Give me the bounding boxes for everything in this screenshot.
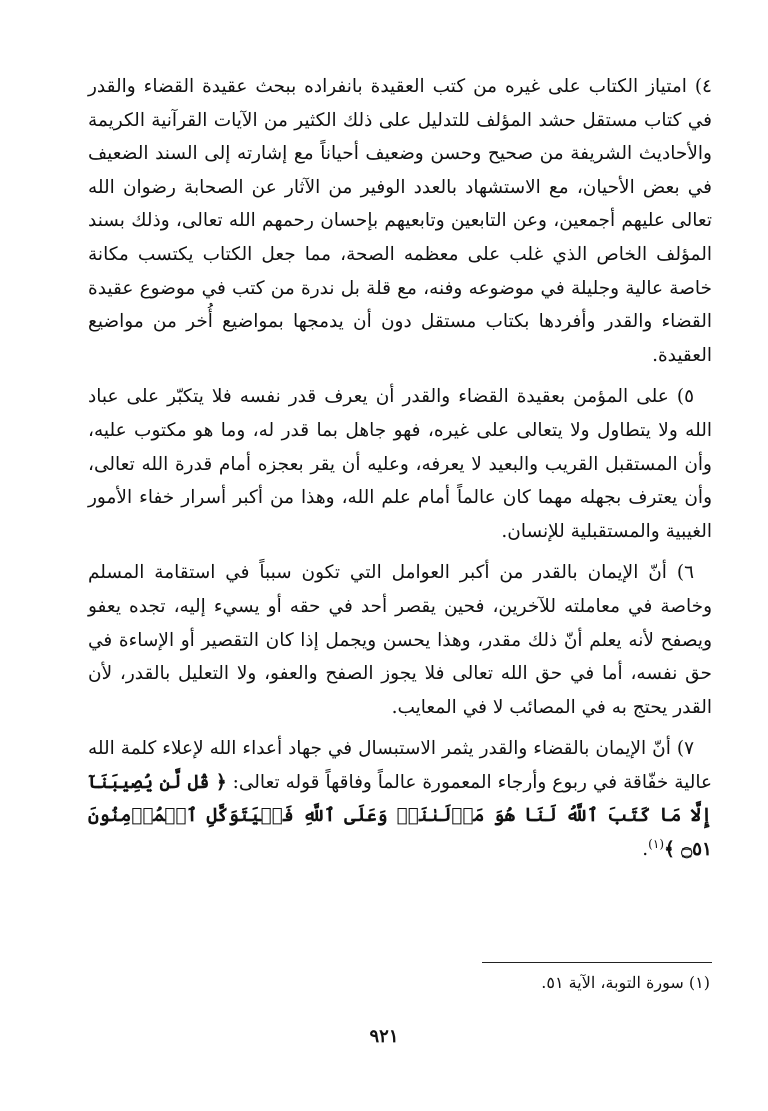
footnote-divider (482, 962, 712, 963)
paragraph-number: ٧) (676, 738, 694, 760)
paragraph-text: أنّ الإيمان بالقدر من أكبر العوامل التي تكون سبباً في استقامة المسلم وخاصة في معاملته للآخرين، فحين يقصر أحد في حقه أو يسيء إليه، تجده يعفو ويصفح لأنه يعلم أنّ ذلك مقدر، وهذا يحسن ويجمل إذا كان التقصير أو الإساءة في حق نفسه، أما في حق الله تعالى فلا يجوز الصفح والعفو، ولا التعليل بالقدر، لأن القدر يحتج به في المصائب لا في المعايب. (88, 562, 712, 718)
paragraph-number: ٦) (676, 562, 694, 584)
footnote: (١) سورة التوبة، الآية ٥١. (541, 973, 710, 992)
paragraph-end: . (642, 839, 649, 861)
paragraph-6 (88, 556, 712, 724)
paragraph-number: ٤) (694, 76, 712, 97)
paragraph-7 (88, 732, 712, 866)
paragraph-text: على المؤمن بعقيدة القضاء والقدر أن يعرف قدر نفسه فلا يتكبّر على عباد الله ولا يتطاول ولا يتعالى على غيره، فهو جاهل بما قدر له، وما هو مكتوب عليه، وأن المستقبل القريب والبعيد لا يعرفه، وعليه أن يقر بعجزه أمام قدرة الله تعالى، وأن يعترف بجهله مهما كان عالماً أمام علم الله، وهذا من أكبر أسرار خفاء الأمور الغيبية والمستقبلية للإنسان. (88, 386, 712, 542)
page-number: ٩٢١ (369, 1026, 399, 1047)
paragraph-5 (88, 380, 712, 548)
paragraph-number: ٥) (676, 386, 694, 408)
quran-verse: ﴿ قُل لَّن يُصِيبَنَآ إِلَّا مَا كَتَبَ ٱللَّهُ لَنَا هُوَ مَوۡلَىٰنَاۚ وَعَلَى ٱللَّهِ فَلۡيَتَوَكَّلِ ٱلۡمُؤۡمِنُونَ ۝٥١ ﴾ (88, 771, 712, 861)
paragraph-text: امتياز الكتاب على غيره من كتب العقيدة بانفراده ببحث عقيدة القضاء والقدر في كتاب مستقل حشد المؤلف للتدليل على ذلك الكثير من الآيات القرآنية الكريمة والأحاديث الشريفة من صحيح وحسن وضعيف أحياناً مع إشارته إلى السند الضعيف في بعض الأحيان، مع الاستشهاد بالعدد الوفير من الآثار عن الصحابة رضوان الله تعالى عليهم أجمعين، وعن التابعين وتابعيهم بإحسان رحمهم الله تعالى، وذلك بسند المؤلف الخاص الذي غلب على معظمه الصحة، مما جعل الكتاب يكتسب مكانة خاصة عالية وجليلة في موضوعه وفنه، مع قلة بل ندرة من كتب في موضوع عقيدة القضاء والقدر وأفردها بكتاب مستقل دون أن يدمجها بمواضيع أُخر من مواضيع العقيدة. (88, 76, 712, 366)
page-body (88, 70, 712, 875)
paragraph-text: أنّ الإيمان بالقضاء والقدر يثمر الاستبسال في جهاد أعداء الله لإعلاء كلمة الله عالية خفّاقة في ربوع وأرجاء المعمورة عالماً وفاقهاً قوله تعالى: (88, 738, 713, 793)
footnote-reference: (١) (648, 836, 664, 851)
paragraph-4 (88, 70, 712, 372)
